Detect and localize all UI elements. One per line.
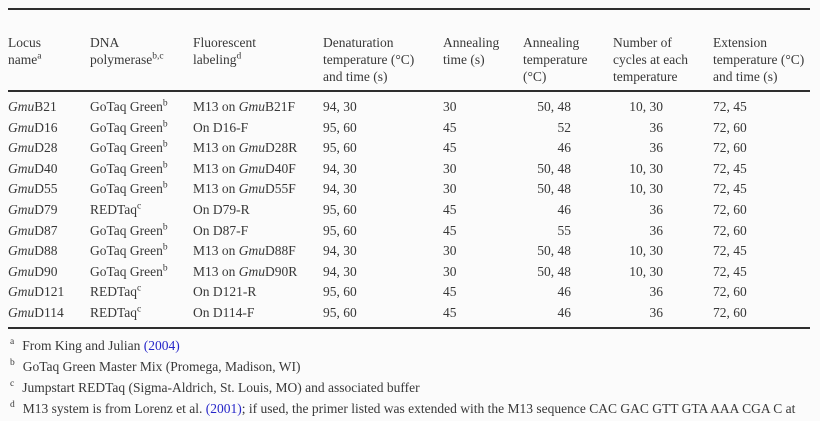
cell-extension-temp-time: 72, 60 [713, 201, 747, 217]
cell-annealing-temperature: 50, 48 [537, 181, 571, 197]
footnote-text: GoTaq Green Master Mix (Promega, Madison, WI) [22, 358, 301, 374]
footnote-b [10, 356, 811, 377]
cell-annealing-time: 45 [443, 201, 457, 217]
cell-denaturation-temp-time: 94, 30 [323, 160, 357, 176]
cell-number-of-cycles: 36 [649, 284, 663, 300]
cell-extension-temp-time: 72, 45 [713, 181, 747, 197]
cell-denaturation-temp-time: 94, 30 [323, 99, 357, 114]
cell-locus-name: GmuD87 [8, 222, 58, 238]
cell-locus-name: GmuD114 [8, 304, 64, 320]
column-header-number-of-cycles-at-each-temperature: Number of cycles at each temperature [613, 9, 713, 91]
table-row [8, 179, 810, 200]
column-header-fluorescent-labeling: Fluorescent labeling$^d$ [193, 9, 323, 91]
cell-fluorescent-labeling: M13 on GmuD55F [193, 181, 296, 197]
cell-extension-temp-time: 72, 45 [713, 99, 747, 114]
cell-extension-temp-time: 72, 60 [713, 140, 747, 156]
cell-extension-temp-time: 72, 45 [713, 263, 747, 279]
cell-number-of-cycles: 36 [649, 304, 663, 320]
cell-annealing-temperature: 50, 48 [537, 99, 571, 114]
table-row [8, 200, 810, 221]
cell-denaturation-temp-time: 94, 30 [323, 243, 357, 259]
table-row [8, 117, 810, 138]
citation-link-2001[interactable]: (2001) [205, 400, 242, 416]
cell-denaturation-temp-time: 95, 60 [323, 119, 357, 135]
column-header-locus-name: Locus name$^a$ [8, 9, 90, 91]
table-row [8, 241, 810, 262]
cell-denaturation-temp-time: 94, 30 [323, 181, 357, 197]
footnote-a [10, 335, 811, 356]
cell-annealing-time: 30 [443, 160, 457, 176]
cell-annealing-temperature: 50, 48 [537, 263, 571, 279]
table-row [8, 91, 810, 117]
cell-extension-temp-time: 72, 60 [713, 222, 747, 238]
table-row [8, 138, 810, 159]
column-header-dna-polymerase: DNA polymerase$^{b,c}$ [90, 9, 193, 91]
cell-number-of-cycles: 10, 30 [629, 160, 663, 176]
cell-annealing-temperature: 46 [557, 304, 571, 320]
cell-dna-polymerase: GoTaq Green$^b$ [90, 242, 168, 259]
cell-denaturation-temp-time: 95, 60 [323, 201, 357, 217]
cell-dna-polymerase: REDTaq$^c$ [90, 201, 142, 217]
cell-annealing-temperature: 50, 48 [537, 243, 571, 259]
footnote-text: Jumpstart REDTaq (Sigma-Aldrich, St. Louis, MO) and associated buffer [22, 379, 420, 395]
cell-annealing-temperature: 46 [557, 284, 571, 300]
cell-locus-name: GmuD55 [8, 181, 58, 197]
cell-dna-polymerase: GoTaq Green$^b$ [90, 160, 168, 176]
cell-annealing-temperature: 46 [557, 140, 571, 156]
cell-annealing-temperature: 52 [557, 119, 571, 135]
cell-annealing-time: 45 [443, 222, 457, 238]
footnote-marker-d: d [10, 400, 15, 411]
cell-number-of-cycles: 36 [649, 119, 663, 135]
cell-fluorescent-labeling: M13 on GmuB21F [193, 99, 296, 114]
footnote-text: From King and Julian [22, 337, 144, 353]
cell-fluorescent-labeling: On D87-F [193, 222, 249, 238]
cell-dna-polymerase: GoTaq Green$^b$ [90, 180, 168, 197]
cell-locus-name: GmuD28 [8, 140, 58, 156]
cell-locus-name: GmuD88 [8, 243, 58, 259]
cell-extension-temp-time: 72, 45 [713, 243, 747, 259]
cell-dna-polymerase: GoTaq Green$^b$ [90, 263, 168, 279]
cell-locus-name: GmuB21 [8, 99, 57, 114]
cell-dna-polymerase: GoTaq Green$^b$ [90, 222, 168, 238]
cell-fluorescent-labeling: On D79-R [193, 201, 250, 217]
footnote-text: M13 system is from Lorenz et al. [22, 400, 206, 416]
cell-annealing-time: 30 [443, 99, 457, 114]
cell-number-of-cycles: 36 [649, 222, 663, 238]
cell-fluorescent-labeling: M13 on GmuD88F [193, 243, 296, 259]
cell-locus-name: GmuD16 [8, 119, 58, 135]
cell-number-of-cycles: 10, 30 [629, 99, 663, 114]
cell-fluorescent-labeling: M13 on GmuD90R [193, 263, 298, 279]
cell-fluorescent-labeling: On D16-F [193, 119, 249, 135]
cell-extension-temp-time: 72, 60 [713, 119, 747, 135]
cell-annealing-time: 30 [443, 243, 457, 259]
table-row [8, 220, 810, 241]
cell-annealing-time: 45 [443, 119, 457, 135]
cell-fluorescent-labeling: M13 on GmuD28R [193, 140, 298, 156]
cell-annealing-temperature: 55 [557, 222, 571, 238]
footnote-c [10, 377, 811, 398]
table-row [8, 158, 810, 179]
table-footnotes [8, 335, 811, 419]
cell-denaturation-temp-time: 95, 60 [323, 140, 357, 156]
footnote-marker-a: a [10, 337, 15, 348]
cell-denaturation-temp-time: 95, 60 [323, 284, 357, 300]
cell-denaturation-temp-time: 95, 60 [323, 304, 357, 320]
pcr-amplification-conditions-table [8, 8, 810, 329]
cell-annealing-temperature: 46 [557, 201, 571, 217]
cell-number-of-cycles: 10, 30 [629, 243, 663, 259]
table-row [8, 282, 810, 303]
footnote-marker-b: b [10, 358, 15, 369]
cell-annealing-time: 45 [443, 284, 457, 300]
cell-dna-polymerase: GoTaq Green$^b$ [90, 139, 168, 156]
cell-fluorescent-labeling: M13 on GmuD40F [193, 160, 296, 176]
column-header-annealing-temperature-c: Annealing temperature (°C) [523, 9, 613, 91]
column-header-denaturation-temperature-c-and-time-s: Denaturation temperature (°C) and time (s) [323, 9, 443, 91]
cell-annealing-time: 30 [443, 181, 457, 197]
cell-dna-polymerase: REDTaq$^c$ [90, 283, 142, 300]
cell-fluorescent-labeling: On D121-R [193, 284, 257, 300]
cell-number-of-cycles: 36 [649, 201, 663, 217]
cell-locus-name: GmuD40 [8, 160, 58, 176]
cell-number-of-cycles: 36 [649, 140, 663, 156]
cell-annealing-temperature: 50, 48 [537, 160, 571, 176]
cell-extension-temp-time: 72, 60 [713, 304, 747, 320]
cell-number-of-cycles: 10, 30 [629, 181, 663, 197]
cell-annealing-time: 45 [443, 304, 457, 320]
table-row [8, 261, 810, 282]
cell-annealing-time: 30 [443, 263, 457, 279]
footnote-text: ; if used, the primer listed was extended with the M13 sequence CAC GAC GTT GTA AAA CGA C at [241, 400, 796, 416]
cell-annealing-time: 45 [443, 140, 457, 156]
cell-locus-name: GmuD79 [8, 201, 58, 217]
table-row [8, 303, 810, 328]
cell-locus-name: GmuD121 [8, 284, 65, 300]
footnote-marker-c: c [10, 379, 15, 390]
column-header-extension-temperature-c-and-time-s: Extension temperature (°C) and time (s) [713, 9, 810, 91]
cell-dna-polymerase: GoTaq Green$^b$ [90, 119, 168, 135]
cell-number-of-cycles: 10, 30 [629, 263, 663, 279]
table-header-row [8, 9, 810, 91]
cell-extension-temp-time: 72, 60 [713, 284, 747, 300]
footnote-d [10, 398, 811, 419]
cell-extension-temp-time: 72, 45 [713, 160, 747, 176]
cell-dna-polymerase: REDTaq$^c$ [90, 304, 142, 320]
cell-denaturation-temp-time: 94, 30 [323, 263, 357, 279]
column-header-annealing-time-s: Annealing time (s) [443, 9, 523, 91]
cell-fluorescent-labeling: On D114-F [193, 304, 255, 320]
cell-dna-polymerase: GoTaq Green$^b$ [90, 98, 168, 114]
cell-denaturation-temp-time: 95, 60 [323, 222, 357, 238]
cell-locus-name: GmuD90 [8, 263, 58, 279]
citation-link-2004[interactable]: (2004) [143, 337, 180, 353]
